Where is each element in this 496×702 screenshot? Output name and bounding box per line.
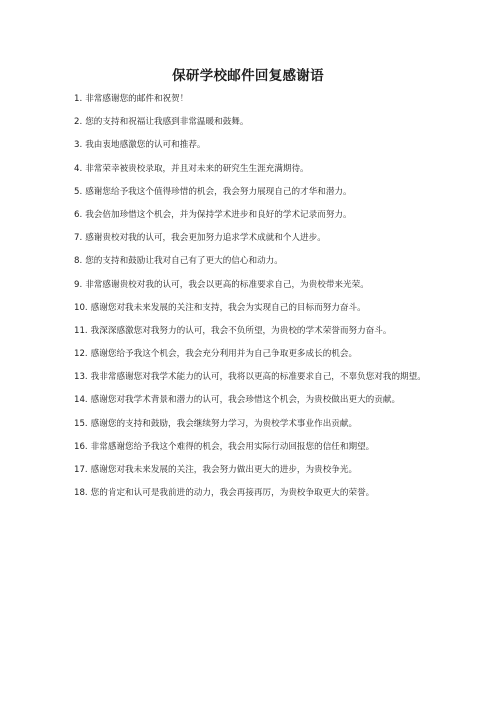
item-number: 10. <box>74 302 88 313</box>
list-item <box>74 347 428 363</box>
list-item <box>74 231 428 247</box>
item-text: 非常感谢您的邮件和祝贺！ <box>85 94 189 104</box>
item-text: 感谢您对我未来发展的关注和支持，我会为实现自己的目标而努力奋斗。 <box>90 302 366 313</box>
list-item <box>74 417 428 433</box>
list-item <box>74 463 428 479</box>
list-item <box>74 324 428 340</box>
item-number: 18. <box>74 488 88 499</box>
item-number: 12. <box>74 349 88 360</box>
list-item <box>74 115 428 131</box>
item-text: 感谢您对我未来发展的关注，我会努力做出更大的进步，为贵校争光。 <box>90 465 358 475</box>
item-number: 2. <box>74 117 83 128</box>
item-text: 感谢您的支持和鼓励，我会继续努力学习，为贵校学术事业作出贡献。 <box>90 418 358 429</box>
item-text: 非常感谢您给予我这个难得的机会，我会用实际行动回报您的信任和期望。 <box>90 441 375 452</box>
item-text: 非常感谢贵校对我的认可，我会以更高的标准要求自己，为贵校带来光荣。 <box>85 279 369 290</box>
list-item <box>74 440 428 456</box>
item-text: 我深深感激您对我努力的认可，我会不负所望，为贵校的学术荣誉而努力奋斗。 <box>90 325 392 336</box>
item-number: 6. <box>74 209 83 220</box>
list-item <box>74 138 428 154</box>
item-number: 11. <box>74 325 88 336</box>
item-text: 感谢您给予我这个机会，我会充分利用并为自己争取更多成长的机会。 <box>90 349 358 360</box>
list-item <box>74 208 428 224</box>
item-number: 3. <box>74 140 83 151</box>
list-item <box>74 92 428 108</box>
thank-you-list <box>74 92 428 509</box>
list-item <box>74 370 428 386</box>
item-number: 14. <box>74 395 88 406</box>
item-text: 非常荣幸被贵校录取，并且对未来的研究生生涯充满期待。 <box>85 163 309 174</box>
list-item <box>74 301 428 317</box>
list-item <box>74 486 428 502</box>
list-item <box>74 185 428 201</box>
list-item <box>74 254 428 270</box>
item-number: 13. <box>74 372 88 383</box>
item-text: 我由衷地感激您的认可和推荐。 <box>85 140 206 151</box>
item-number: 9. <box>74 279 83 290</box>
item-text: 您的支持和鼓励让我对自己有了更大的信心和动力。 <box>85 256 283 267</box>
item-text: 我会倍加珍惜这个机会，并为保持学术进步和良好的学术记录而努力。 <box>85 209 352 220</box>
list-item <box>74 162 428 178</box>
document-title: 保研学校邮件回复感谢语 <box>172 68 324 84</box>
item-text: 您的支持和祝福让我感到非常温暖和鼓舞。 <box>85 117 249 128</box>
item-number: 5. <box>74 186 83 197</box>
item-text: 感谢贵校对我的认可，我会更加努力追求学术成就和个人进步。 <box>85 233 326 244</box>
item-text: 感谢您给予我这个值得珍惜的机会，我会努力展现自己的才华和潜力。 <box>85 186 352 197</box>
list-item <box>74 278 428 294</box>
item-text: 您的肯定和认可是我前进的动力，我会再接再厉，为贵校争取更大的荣誉。 <box>90 488 375 499</box>
item-number: 8. <box>74 256 83 267</box>
item-text: 感谢您对我学术背景和潜力的认可，我会珍惜这个机会，为贵校做出更大的贡献。 <box>90 395 401 406</box>
item-number: 1. <box>74 94 83 104</box>
list-item <box>74 393 428 409</box>
item-number: 7. <box>74 233 83 244</box>
item-number: 15. <box>74 418 88 429</box>
item-number: 17. <box>74 465 88 475</box>
item-number: 4. <box>74 163 83 174</box>
item-text: 我非常感谢您对我学术能力的认可，我将以更高的标准要求自己，不辜负您对我的期望。 <box>90 372 426 383</box>
item-number: 16. <box>74 441 88 452</box>
